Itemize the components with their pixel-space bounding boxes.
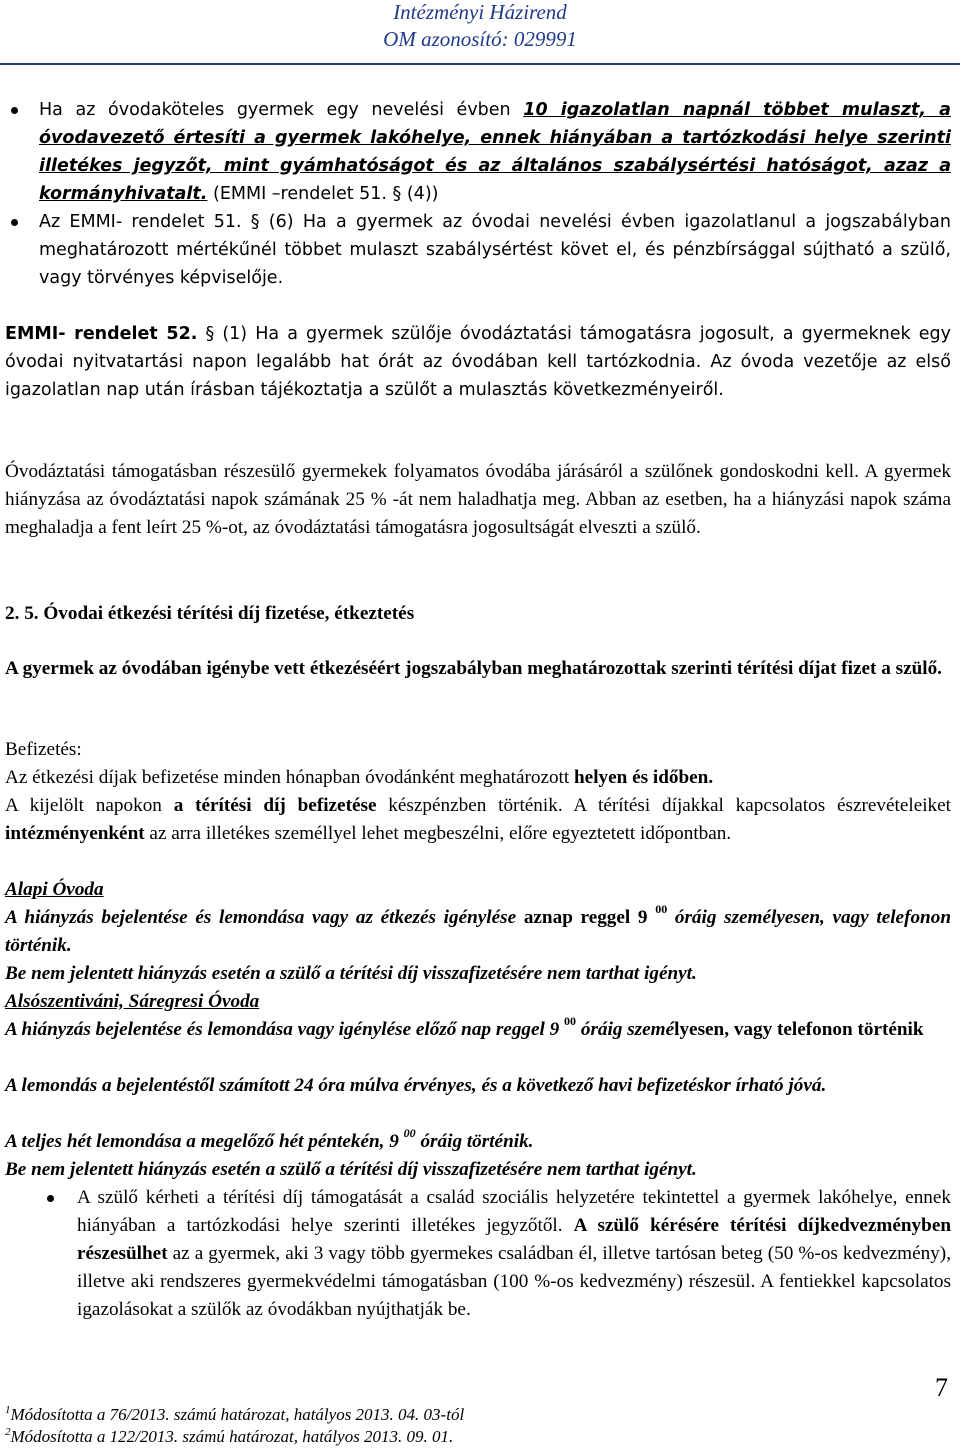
bullet-dot xyxy=(11,107,18,114)
emphasis-notification: mulaszt, a óvodavezető értesíti a gyermek lakóhelye, ennek hiányában a tartózkodási helye szerinti illetékes jegyzőt, mint gyámhatóságot és az általános szabálysértési hatóságot, azaz a kormányhivatalt. xyxy=(39,100,951,204)
footnote-1: $^1$Módosította a 76/2013. számú határozat, hatályos 2013. 04. 03-tól xyxy=(5,1404,465,1424)
paragraph-dij-intro: A gyermek az óvodában igénybe vett étkezéséért jogszabályban meghatározottak szerinti térítési díjat fizet a szülő. xyxy=(5,658,942,679)
paragraph-also-4: Be nem jelentett hiányzás esetén a szülő a térítési díj visszafizetésére nem tarthat igényt. xyxy=(5,1159,697,1180)
paragraph-emmi-52: EMMI- rendelet 52. § (1) Ha a gyermek szülője óvodáztatási támogatásra jogosult, a gyermeknek egy óvodai nyitvatartási napon legalább hat órát az óvodában kell tartózkodnia. Az óvoda vezetője az első igazolatlan nap után írásban tájékoztatja a szülőt a mulasztás következményeiről. xyxy=(5,324,951,400)
paragraph-also-3: A teljes hét lemondása a megelőző hét péntekén, 9 $^{00}$ óráig történik. xyxy=(5,1126,534,1152)
paragraph-ovodaztatasi-tamogatas: Óvodáztatási támogatásban részesülő gyermekek folyamatos óvodába járásáról a szülőnek gondoskodni kell. A gyermek hiányzása az óvodáztatási napok számának 25 % -át nem haladhatja meg. Abban az esetben, ha a hiányzási napok száma meghaladja a fent leírt 25 %-ot, az óvodáztatási támogatásra jogosultságát elveszti a szülő. xyxy=(5,461,951,538)
section-heading: 2. 5. Óvodai étkezési térítési díj fizetése, étkeztetés xyxy=(5,603,415,624)
paragraph-mulasztas-ertesites: Ha az óvodaköteles gyermek egy nevelési évben 10 igazolatlan napnál többet mulaszt, a óvodavezető értesíti a gyermek lakóhelye, ennek hiányában a tartózkodási helye szerinti illetékes jegyzőt, mint gyámhatóságot és az általános szabálysértési hatóságot, azaz a kormányhivatalt. (EMMI –rendelet 51. § (4)) xyxy=(39,100,951,204)
header-om-id: OM azonosító: 029991 xyxy=(383,27,577,51)
footnote-2: $^2$Módosította a 122/2013. számú határozat, hatályos 2013. 09. 01. xyxy=(5,1426,454,1446)
paragraph-befizetes-1: Az étkezési díjak befizetése minden hónapban óvodánként meghatározott helyen és időben. xyxy=(5,767,714,788)
paragraph-alapi-1: A hiányzás bejelentése és lemondása vagy az étkezés igénylése aznap reggel 9 $^{00}$ óráig személyesen, vagy telefonon történik. xyxy=(5,902,951,956)
header-divider xyxy=(0,63,960,65)
paragraph-dijkedvezmeny: A szülő kérheti a térítési díj támogatását a család szociális helyzetére tekintettel a gyermek lakóhelye, ennek hiányában a tartózkodási helye szerinti illetékes jegyzőtől. A szülő kérésére térítési díjkedvezményben részesülhet az a gyermek, aki 3 vagy több gyermekes családban él, illetve tartósan beteg (50 %-os kedvezmény), illetve aki rendszeres gyermekvédelmi támogatásban (100 %-os kedvezmény) részesül. A fentiekkel kapcsolatos igazolásokat a szülők az óvodákban nyújthatják be. xyxy=(77,1187,952,1320)
paragraph-emmi-51-6: Az EMMI- rendelet 51. § (6) Ha a gyermek az óvodai nevelési évben igazolatlanul a jogszabályban meghatározott mértékűnél többet mulaszt szabálysértést követ el, és pénzbírsággal sújtható a szülő, vagy törvényes képviselője. xyxy=(39,212,951,288)
page-number: 7 xyxy=(935,1373,948,1402)
header-title: Intézményi Házirend xyxy=(393,0,567,24)
heading-alapi-ovoda: Alapi Óvoda xyxy=(5,879,104,900)
heading-befizetes: Befizetés: xyxy=(5,739,82,760)
paragraph-also-1: A hiányzás bejelentése és lemondása vagy igénylése előző nap reggel 9 $^{00}$ óráig személyesen, vagy telefonon történik xyxy=(5,1014,924,1040)
bullet-dot xyxy=(47,1195,54,1202)
paragraph-befizetes-2: A kijelölt napokon a térítési díj befizetése készpénzben történik. A térítési díjakkal kapcsolatos észrevételeiket intézményenként az arra illetékes személlyel lehet megbeszélni, előre egyeztetett időpontban. xyxy=(5,795,951,844)
paragraph-also-2: A lemondás a bejelentéstől számított 24 óra múlva érvényes, és a következő havi befizetéskor írható jóvá. xyxy=(5,1075,827,1096)
bullet-dot xyxy=(11,219,18,226)
emphasis-10-days: 10 igazolatlan napnál többet xyxy=(523,100,829,120)
paragraph-alapi-2: Be nem jelentett hiányzás esetén a szülő a térítési díj visszafizetésére nem tarthat igényt. xyxy=(5,963,697,984)
heading-also-saregresi-ovoda: Alsószentiváni, Sáregresi Óvoda xyxy=(5,991,260,1012)
